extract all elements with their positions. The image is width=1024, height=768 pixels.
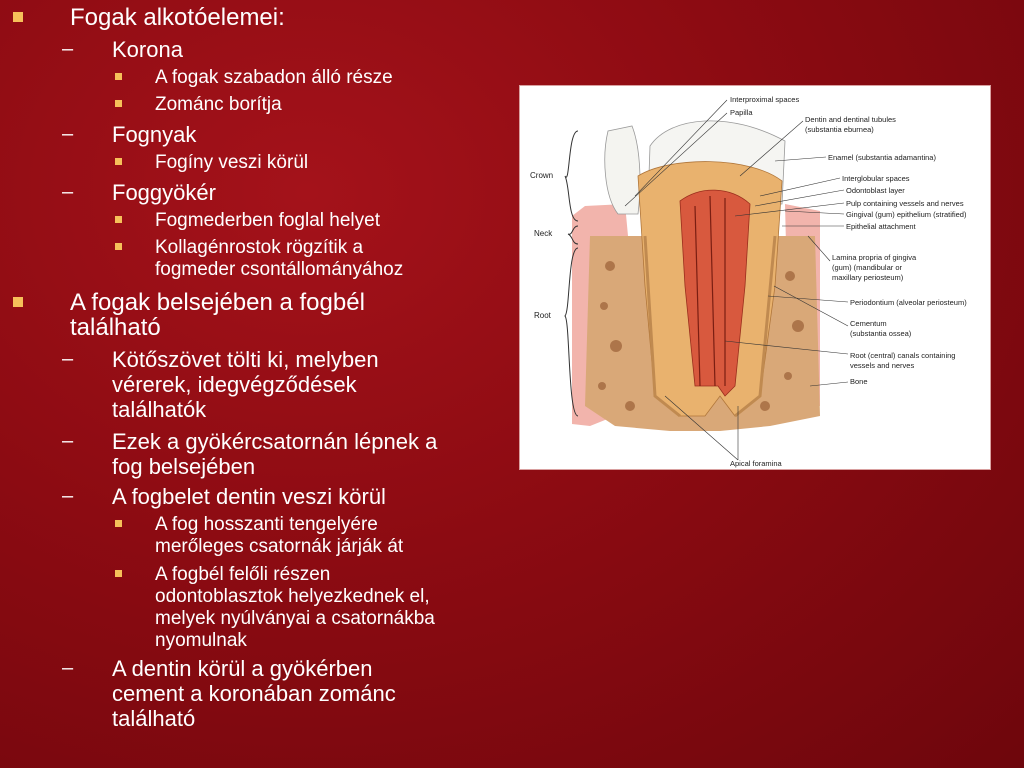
bullet-text: A fogak belsejében a fogbél — [70, 289, 365, 316]
bullet-square-icon — [115, 158, 122, 165]
bullet-square-icon — [115, 243, 122, 250]
bullet-text: Fognyak — [112, 122, 197, 147]
label-lamina: Lamina propria of gingiva — [832, 253, 917, 262]
label-lamina-3: maxillary periosteum) — [832, 273, 904, 282]
tooth-anatomy-figure — [519, 85, 991, 470]
dash-icon: – — [62, 38, 74, 60]
bullet-text: A fogak szabadon álló része — [155, 67, 393, 88]
label-interglobular: Interglobular spaces — [842, 174, 910, 183]
bullet-text: található — [70, 314, 161, 341]
label-interproximal: Interproximal spaces — [730, 95, 800, 104]
bullet-square-icon — [115, 73, 122, 80]
label-odontoblast: Odontoblast layer — [846, 186, 905, 195]
dash-icon: – — [62, 181, 74, 203]
neck-label: Neck — [534, 229, 553, 238]
bullet-text: Fogmederben foglal helyet — [155, 210, 380, 231]
bullet-text: Fogak alkotóelemei: — [70, 4, 285, 31]
bullet-square-icon — [115, 570, 122, 577]
label-enamel: Enamel (substantia adamantina) — [828, 153, 936, 162]
bullet-square-icon — [115, 216, 122, 223]
dash-icon: – — [62, 485, 74, 507]
label-lamina-2: (gum) (mandibular or — [832, 263, 903, 272]
label-pulp: Pulp containing vessels and nerves — [846, 199, 964, 208]
bullet-text: Korona — [112, 37, 183, 62]
label-cementum: Cementum — [850, 319, 887, 328]
bullet-square-icon — [13, 12, 23, 22]
bullet-text: fog belsejében — [112, 454, 256, 479]
label-root-canals-2: vessels and nerves — [850, 361, 915, 370]
root-label: Root — [534, 311, 551, 320]
crown-bracket — [565, 131, 578, 221]
label-dentin: Dentin and dentinal tubules — [805, 115, 896, 124]
bullet-text: melyek nyúlványai a csatornákba — [155, 608, 435, 629]
label-gingival: Gingival (gum) epithelium (stratified) — [846, 210, 967, 219]
bullet-square-icon — [115, 100, 122, 107]
bullet-square-icon — [115, 520, 122, 527]
bullet-square-icon — [13, 297, 23, 307]
dash-icon: – — [62, 123, 74, 145]
bullet-text: találhatók — [112, 397, 207, 422]
bullet-text: A dentin körül a gyökérben — [112, 656, 373, 681]
bullet-text: A fog hosszanti tengelyére — [155, 514, 378, 535]
label-papilla: Papilla — [730, 108, 753, 117]
bullet-text: Ezek a gyökércsatornán lépnek a — [112, 429, 438, 454]
bullet-text: cement a koronában zománc — [112, 681, 396, 706]
bullet-text: vérerek, idegvégződések — [112, 372, 357, 397]
bullet-text: Kötőszövet tölti ki, melyben — [112, 347, 379, 372]
bullet-text: nyomulnak — [155, 630, 247, 651]
label-cementum-latin: (substantia ossea) — [850, 329, 912, 338]
tooth-diagram — [520, 86, 990, 469]
bullet-text: Foggyökér — [112, 180, 216, 205]
dash-icon: – — [62, 430, 74, 452]
dash-icon: – — [62, 657, 74, 679]
bullet-text: odontoblasztok helyezkednek el, — [155, 586, 430, 607]
label-bone: Bone — [850, 377, 868, 386]
label-periodontium: Periodontium (alveolar periosteum) — [850, 298, 967, 307]
bullet-text: A fogbelet dentin veszi körül — [112, 484, 386, 509]
bullet-text: A fogbél felőli részen — [155, 564, 331, 585]
neighbor-tooth-shape — [605, 126, 640, 214]
crown-label: Crown — [530, 171, 554, 180]
bullet-text: található — [112, 706, 196, 731]
bullet-text: Zománc borítja — [155, 94, 282, 115]
bullet-text: Fogíny veszi körül — [155, 152, 309, 173]
label-root-canals: Root (central) canals containing — [850, 351, 956, 360]
label-apical: Apical foramina — [730, 459, 782, 468]
bullet-text: merőleges csatornák járják át — [155, 536, 404, 557]
bullet-text: Kollagénrostok rögzítik a — [155, 237, 364, 258]
dash-icon: – — [62, 348, 74, 370]
label-dentin-latin: (substantia eburnea) — [805, 125, 874, 134]
bullet-text: fogmeder csontállományához — [155, 259, 404, 280]
label-epithelial: Epithelial attachment — [846, 222, 916, 231]
